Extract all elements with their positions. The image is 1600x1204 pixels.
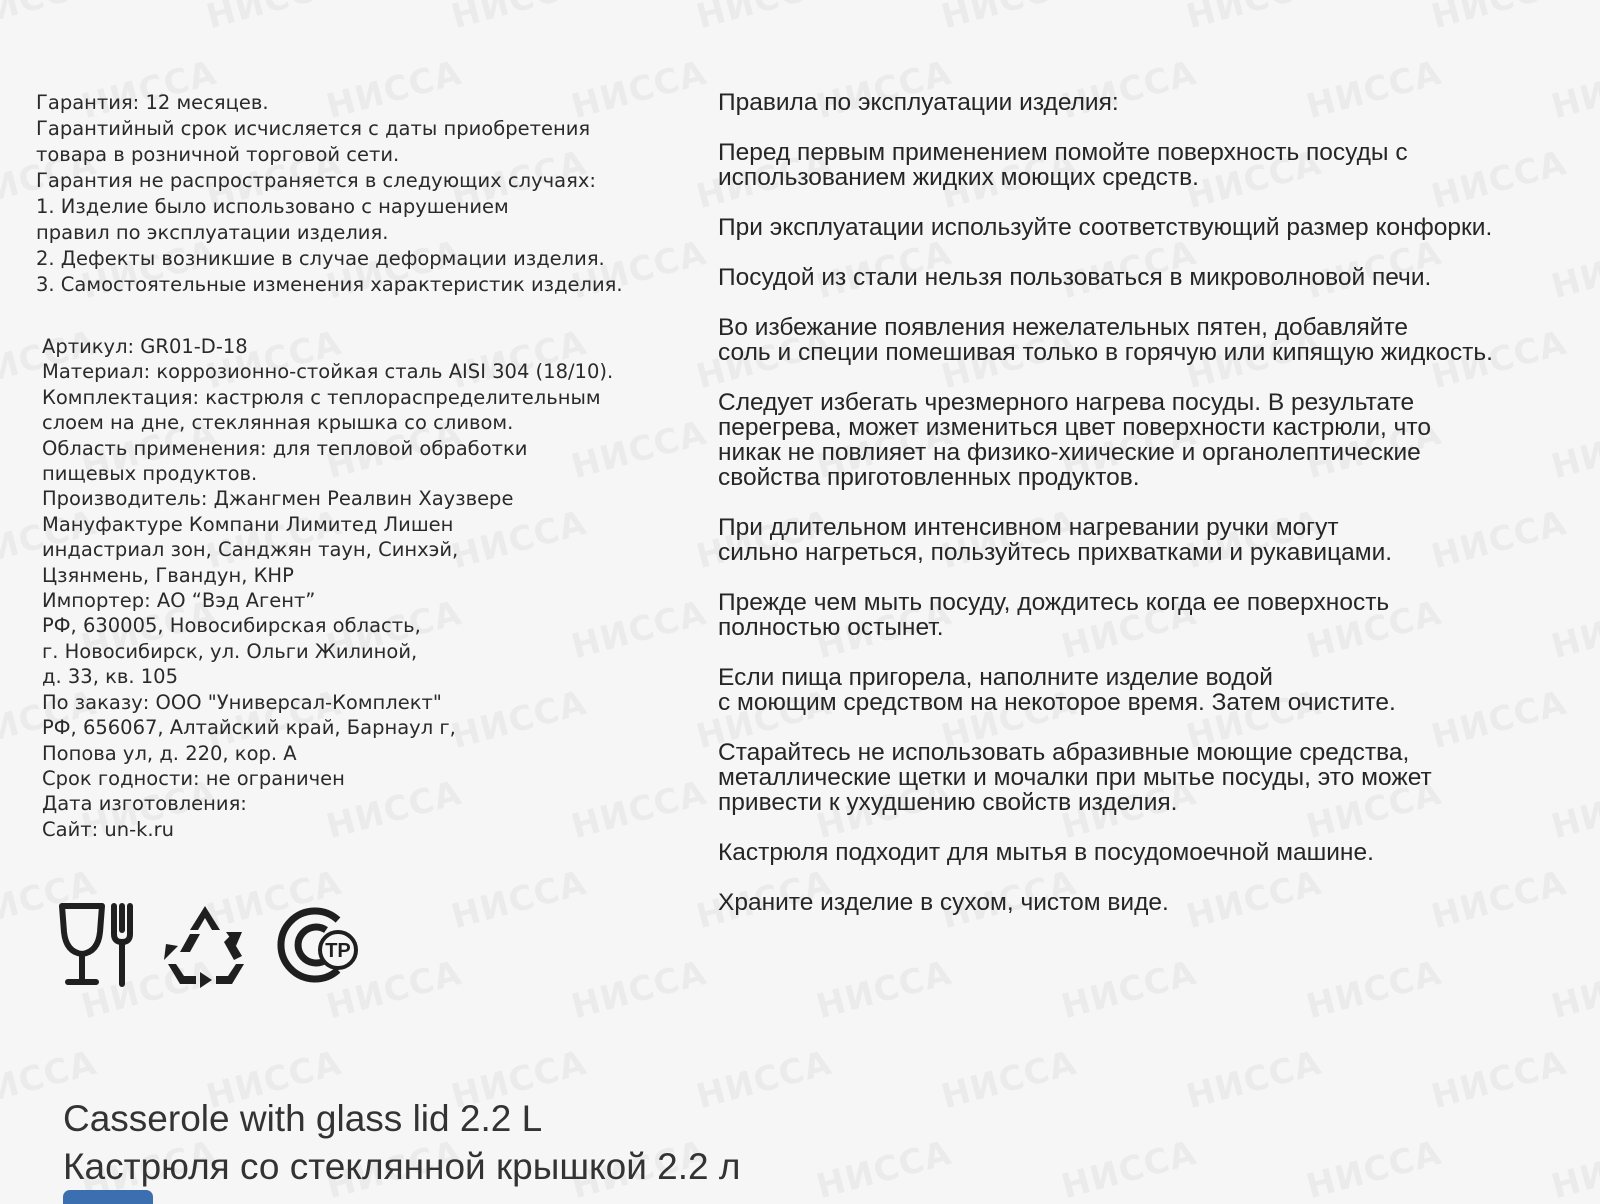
usage-rule-paragraph bbox=[718, 515, 1588, 565]
usage-rule-line: Если пища пригорела, наполните изделие водой bbox=[718, 664, 1273, 691]
usage-rule-paragraph bbox=[718, 665, 1588, 715]
usage-rule-line: Прежде чем мыть посуду, дождитесь когда ее поверхность bbox=[718, 589, 1390, 616]
usage-rule-line: Перед первым применением помойте поверхность посуды с bbox=[718, 139, 1408, 166]
spec-line: Импортер: АО “Вэд Агент” bbox=[42, 589, 316, 613]
watermark bbox=[1427, 1043, 1571, 1117]
watermark bbox=[1182, 1043, 1326, 1117]
usage-rule-line: перегрева, может измениться цвет поверхности кастрюли, что bbox=[718, 414, 1431, 441]
warranty-line: правил по эксплуатации изделия. bbox=[36, 221, 389, 244]
watermark bbox=[1427, 0, 1571, 37]
usage-rule-paragraph bbox=[718, 840, 1588, 865]
usage-rule-paragraph bbox=[718, 740, 1588, 815]
product-title-en: Casserole with glass lid 2.2 L bbox=[63, 1098, 543, 1139]
usage-rule-paragraph bbox=[718, 265, 1588, 290]
watermark bbox=[937, 0, 1081, 37]
watermark bbox=[1182, 0, 1326, 37]
usage-rule-line: никак не повлияет на физико-хиические и органолептические bbox=[718, 439, 1421, 466]
spec-line: Производитель: Джангмен Реалвин Хаузвере bbox=[42, 487, 514, 511]
spec-line: Мануфактуре Компани Лимитед Лишен bbox=[42, 512, 454, 536]
spec-line: индастриал зон, Санджян таун, Синхэй, bbox=[42, 538, 459, 562]
spec-line: Артикул: GR01-D-18 bbox=[42, 335, 248, 358]
eac-tr-label: ТР bbox=[325, 940, 351, 962]
watermark bbox=[1547, 953, 1600, 1027]
watermark bbox=[202, 0, 346, 37]
warranty-block bbox=[36, 90, 676, 298]
usage-rule-line: Кастрюля подходит для мытья в посудомоечной машине. bbox=[718, 839, 1374, 866]
usage-rule-line: Храните изделие в сухом, чистом виде. bbox=[718, 889, 1169, 916]
usage-rule-line: Старайтесь не использовать абразивные моющие средства, bbox=[718, 739, 1410, 766]
warranty-line: Гарантия: 12 месяцев. bbox=[36, 91, 269, 114]
spec-line: Попова ул, д. 220, кор. А bbox=[42, 741, 297, 765]
watermark bbox=[447, 863, 591, 937]
usage-rule-line: Во избежание появления нежелательных пятен, добавляйте bbox=[718, 314, 1409, 341]
warranty-line: 2. Дефекты возникшие в случае деформации изделия. bbox=[36, 247, 605, 270]
usage-rules-block bbox=[718, 90, 1588, 940]
watermark bbox=[567, 953, 711, 1027]
spec-line: Дата изготовления: bbox=[42, 792, 247, 816]
watermark bbox=[812, 1133, 956, 1200]
usage-rule-line: При длительном интенсивном нагревании ручки могут bbox=[718, 514, 1339, 541]
usage-rule-line: сильно нагреться, пользуйтесь прихватками и рукавицами. bbox=[718, 539, 1393, 566]
watermark bbox=[1057, 1133, 1201, 1200]
watermark bbox=[1302, 1133, 1446, 1200]
watermark bbox=[0, 0, 101, 37]
spec-line: Сайт: un-k.ru bbox=[42, 817, 174, 841]
spec-line: пищевых продуктов. bbox=[42, 462, 258, 486]
usage-rule-paragraph bbox=[718, 215, 1588, 240]
usage-rule-line: полностью остынет. bbox=[718, 614, 944, 641]
watermark bbox=[1057, 953, 1201, 1027]
spec-line: Материал: коррозионно-стойкая сталь AISI 304 (18/10). bbox=[42, 360, 614, 384]
warranty-line: товара в розничной торговой сети. bbox=[36, 143, 400, 166]
usage-rule-line: привести к ухудшению свойств изделия. bbox=[718, 789, 1178, 816]
usage-rule-line: металлические щетки и мочалки при мытье посуды, это может bbox=[718, 764, 1432, 791]
watermark bbox=[812, 953, 956, 1027]
spec-line: Комплектация: кастрюля с теплораспределительным bbox=[42, 385, 601, 409]
usage-rule-paragraph bbox=[718, 315, 1588, 365]
usage-rule-paragraph bbox=[718, 140, 1588, 190]
spec-line: По заказу: ООО "Универсал-Комплект" bbox=[42, 690, 442, 714]
product-titles bbox=[63, 1098, 740, 1188]
spec-line: Цзянмень, Гвандун, КНР bbox=[42, 563, 294, 587]
watermark bbox=[937, 1043, 1081, 1117]
cut-off-logo-fragment bbox=[63, 1190, 153, 1204]
usage-rules-heading bbox=[718, 90, 1588, 115]
usage-rule-line: свойства приготовленных продуктов. bbox=[718, 464, 1140, 491]
usage-rule-line: соль и специи помешивая только в горячую или кипящую жидкость. bbox=[718, 339, 1493, 366]
warranty-line: 3. Самостоятельные изменения характеристик изделия. bbox=[36, 273, 623, 296]
spec-line: г. Новосибирск, ул. Ольги Жилиной, bbox=[42, 639, 418, 663]
usage-rule-line: Посудой из стали нельзя пользоваться в микроволновой печи. bbox=[718, 264, 1432, 291]
usage-rule-paragraph bbox=[718, 890, 1588, 915]
warranty-line: Гарантия не распространяется в следующих случаях: bbox=[36, 169, 596, 192]
usage-rule-paragraph bbox=[718, 390, 1588, 490]
usage-rule-line: использованием жидких моющих средств. bbox=[718, 164, 1199, 191]
watermark bbox=[1302, 953, 1446, 1027]
recycle-icon bbox=[160, 902, 250, 988]
usage-rule-paragraph bbox=[718, 590, 1588, 640]
usage-rule-line: с моющим средством на некоторое время. Затем очистите. bbox=[718, 689, 1396, 716]
watermark bbox=[1547, 1133, 1600, 1200]
warranty-line: Гарантийный срок исчисляется с даты приобретения bbox=[36, 117, 591, 140]
spec-line: Срок годности: не ограничен bbox=[42, 766, 345, 790]
spec-line: д. 33, кв. 105 bbox=[42, 665, 178, 689]
product-title-ru: Кастрюля со стеклянной крышкой 2.2 л bbox=[63, 1146, 741, 1187]
specs-block bbox=[42, 334, 682, 842]
eac-tr-icon bbox=[268, 902, 360, 988]
spec-line: РФ, 630005, Новосибирская область, bbox=[42, 614, 421, 638]
usage-rule-line: Следует избегать чрезмерного нагрева посуды. В результате bbox=[718, 389, 1415, 416]
usage-rule-line: При эксплуатации используйте соответствующий размер конфорки. bbox=[718, 214, 1493, 241]
food-contact-icon bbox=[56, 902, 138, 988]
spec-line: слоем на дне, стеклянная крышка со сливом. bbox=[42, 411, 514, 435]
spec-line: РФ, 656067, Алтайский край, Барнаул г, bbox=[42, 716, 456, 740]
usage-rule-line: Правила по эксплуатации изделия: bbox=[718, 89, 1119, 116]
warranty-line: 1. Изделие было использовано с нарушением bbox=[36, 195, 509, 218]
spec-line: Область применения: для тепловой обработки bbox=[42, 436, 528, 460]
watermark bbox=[447, 0, 591, 37]
watermark bbox=[692, 0, 836, 37]
